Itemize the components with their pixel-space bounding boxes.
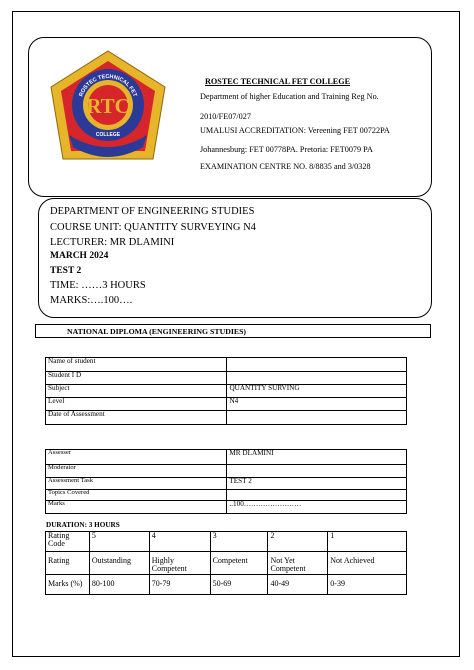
table-cell: 3 bbox=[210, 532, 268, 552]
table-cell[interactable]: ..100…………………… bbox=[227, 501, 407, 514]
table-cell: 1 bbox=[328, 532, 407, 552]
logo-text-top: ROSTEC TECHNICAL FET bbox=[78, 73, 138, 98]
table-cell: Marks bbox=[46, 501, 227, 514]
table-cell: Highly Competent bbox=[149, 552, 210, 575]
logo-text-bottom: COLLEGE bbox=[95, 132, 121, 138]
table-cell[interactable]: QUANTITY SURVING bbox=[227, 385, 407, 398]
table-cell[interactable] bbox=[227, 358, 407, 372]
table-cell: Date of Assessment bbox=[46, 411, 227, 425]
logo-letters: RTC bbox=[86, 94, 130, 118]
duration-label: DURATION: 3 HOURS bbox=[46, 521, 120, 529]
table-cell: Outstanding bbox=[89, 552, 149, 575]
table-cell: Rating Code bbox=[46, 532, 90, 552]
rating-table bbox=[45, 531, 407, 595]
table-cell: Moderator bbox=[46, 465, 227, 478]
table-row bbox=[46, 372, 407, 385]
lecturer: LECTURER: MR DLAMINI bbox=[50, 237, 175, 248]
table-cell[interactable] bbox=[227, 411, 407, 425]
college-name: ROSTEC TECHNICAL FET COLLEGE bbox=[205, 77, 351, 86]
table-row bbox=[46, 575, 407, 595]
table-cell[interactable] bbox=[227, 465, 407, 478]
table-cell: 80-100 bbox=[89, 575, 149, 595]
table-row bbox=[46, 465, 407, 478]
table-cell: 4 bbox=[149, 532, 210, 552]
table-cell[interactable]: TEST 2 bbox=[227, 478, 407, 490]
table-cell: 50-69 bbox=[210, 575, 268, 595]
assessor-table bbox=[45, 449, 407, 514]
table-row bbox=[46, 501, 407, 514]
table-row bbox=[46, 411, 407, 425]
table-cell: 70-79 bbox=[149, 575, 210, 595]
table-cell: Subject bbox=[46, 385, 227, 398]
test-number: TEST 2 bbox=[50, 266, 82, 276]
table-cell: 5 bbox=[89, 532, 149, 552]
table-row bbox=[46, 358, 407, 372]
course-unit: COURSE UNIT: QUANTITY SURVEYING N4 bbox=[50, 222, 256, 233]
table-row bbox=[46, 552, 407, 575]
college-logo bbox=[47, 47, 169, 169]
table-cell[interactable]: N4 bbox=[227, 398, 407, 411]
table-cell: Not Yet Competent bbox=[268, 552, 328, 575]
table-row bbox=[46, 478, 407, 490]
table-row bbox=[46, 450, 407, 465]
table-row bbox=[46, 490, 407, 501]
table-cell: Rating bbox=[46, 552, 90, 575]
exam-marks: MARKS:….100…. bbox=[50, 295, 133, 306]
table-cell: Assesser bbox=[46, 450, 227, 465]
exam-time: TIME: ……3 HOURS bbox=[50, 280, 146, 291]
table-cell[interactable]: MR DLAMINI bbox=[227, 450, 407, 465]
table-cell: Topics Covered bbox=[46, 490, 227, 501]
college-reg-line: Department of higher Education and Training Reg No. bbox=[200, 92, 379, 101]
student-info-table bbox=[45, 357, 407, 425]
diploma-title: NATIONAL DIPLOMA (ENGINEERING STUDIES) bbox=[67, 327, 246, 336]
table-cell: Student I D bbox=[46, 372, 227, 385]
table-cell: 0-39 bbox=[328, 575, 407, 595]
exam-centre-number: EXAMINATION CENTRE NO. 8/8835 and 3/0328 bbox=[200, 162, 371, 171]
table-row bbox=[46, 385, 407, 398]
umalusi-accreditation: UMALUSI ACCREDITATION: Vereening FET 00722PA bbox=[200, 126, 390, 135]
table-row bbox=[46, 532, 407, 552]
table-cell: Competent bbox=[210, 552, 268, 575]
table-cell: 2 bbox=[268, 532, 328, 552]
table-cell[interactable] bbox=[227, 490, 407, 501]
table-cell: 40-49 bbox=[268, 575, 328, 595]
table-cell: Marks (%) bbox=[46, 575, 90, 595]
table-row bbox=[46, 398, 407, 411]
table-cell: Assessment Task bbox=[46, 478, 227, 490]
exam-date: MARCH 2024 bbox=[50, 251, 109, 261]
department-title: DEPARTMENT OF ENGINEERING STUDIES bbox=[50, 206, 255, 217]
table-cell: Level bbox=[46, 398, 227, 411]
branch-numbers: Johannesburg: FET 00778PA. Pretoria: FET0079 PA bbox=[200, 145, 373, 154]
table-cell[interactable] bbox=[227, 372, 407, 385]
college-reg-number: 2010/FE07/027 bbox=[200, 112, 251, 121]
table-cell: Not Achieved bbox=[328, 552, 407, 575]
table-cell: Name of student bbox=[46, 358, 227, 372]
